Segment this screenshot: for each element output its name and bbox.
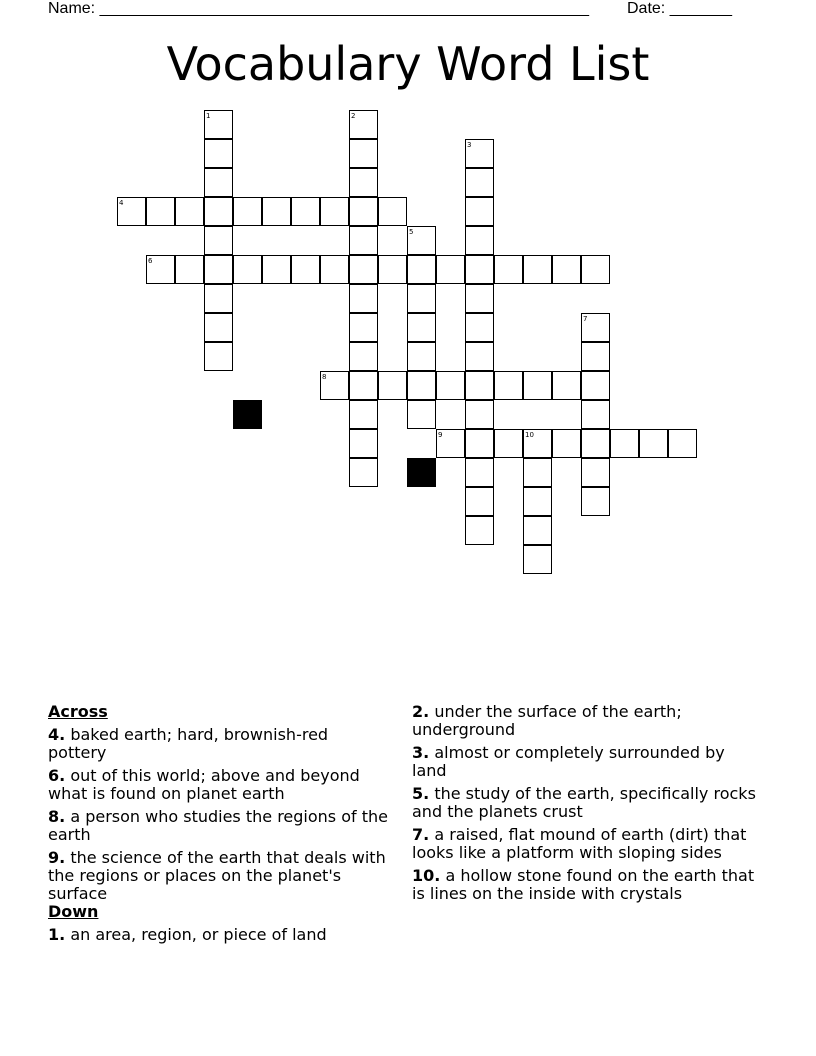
crossword-cell[interactable]	[581, 400, 610, 429]
crossword-cell[interactable]	[465, 487, 494, 516]
clue-number: 1.	[48, 925, 66, 944]
crossword-cell[interactable]	[581, 371, 610, 400]
crossword-cell[interactable]	[146, 197, 175, 226]
crossword-cell[interactable]	[436, 371, 465, 400]
clue-text: the study of the earth, specifically rocks and the planets crust	[412, 784, 756, 821]
crossword-cell[interactable]	[378, 197, 407, 226]
cell-number: 10	[525, 431, 534, 439]
crossword-cell[interactable]	[581, 429, 610, 458]
clue-across-9	[48, 849, 388, 903]
clue-text: under the surface of the earth; underground	[412, 702, 682, 739]
crossword-cell[interactable]	[465, 371, 494, 400]
cell-number: 9	[438, 431, 443, 439]
crossword-cell[interactable]	[465, 255, 494, 284]
crossword-cell[interactable]	[581, 458, 610, 487]
crossword-cell[interactable]	[523, 487, 552, 516]
crossword-cell[interactable]	[668, 429, 697, 458]
clue-down-3	[412, 744, 757, 780]
crossword-cell[interactable]	[407, 371, 436, 400]
cell-number: 7	[583, 315, 588, 323]
clue-down-2	[412, 703, 757, 739]
clue-across-4	[48, 726, 388, 762]
crossword-cell[interactable]	[523, 545, 552, 574]
crossword-cell[interactable]	[552, 255, 581, 284]
cell-number: 2	[351, 112, 356, 120]
crossword-cell[interactable]	[175, 255, 204, 284]
clue-number: 10.	[412, 866, 441, 885]
crossword-cell[interactable]	[407, 284, 436, 313]
crossword-cell[interactable]	[465, 226, 494, 255]
crossword-cell[interactable]	[320, 255, 349, 284]
clues-column-left	[48, 703, 388, 944]
crossword-cell[interactable]	[465, 342, 494, 371]
clue-number: 8.	[48, 807, 66, 826]
crossword-cell[interactable]	[552, 429, 581, 458]
crossword-cell[interactable]	[349, 197, 378, 226]
clue-text: a raised, flat mound of earth (dirt) that looks like a platform with sloping sides	[412, 825, 747, 862]
clue-text: almost or completely surrounded by land	[412, 743, 725, 780]
clue-across-8	[48, 808, 388, 844]
cell-number: 4	[119, 199, 124, 207]
crossword-cell[interactable]	[465, 197, 494, 226]
clue-text: the science of the earth that deals with the regions or places on the planet's surface	[48, 848, 386, 903]
crossword-cell[interactable]	[523, 255, 552, 284]
crossword-cell[interactable]	[465, 429, 494, 458]
crossword-cell[interactable]	[204, 313, 233, 342]
crossword-cell[interactable]	[204, 255, 233, 284]
crossword-cell[interactable]	[494, 429, 523, 458]
crossword-cell[interactable]	[581, 255, 610, 284]
crossword-cell[interactable]	[291, 197, 320, 226]
cell-number: 3	[467, 141, 472, 149]
crossword-cell[interactable]	[494, 371, 523, 400]
crossword-cell[interactable]	[233, 255, 262, 284]
crossword-cell[interactable]	[465, 458, 494, 487]
crossword-cell[interactable]	[407, 255, 436, 284]
crossword-cell[interactable]	[523, 458, 552, 487]
crossword-cell[interactable]	[349, 255, 378, 284]
crossword-cell[interactable]	[349, 226, 378, 255]
crossword-cell[interactable]	[378, 255, 407, 284]
clue-down-10	[412, 867, 757, 903]
crossword-cell[interactable]	[349, 313, 378, 342]
date-line: Date: _______	[627, 0, 732, 17]
down-heading: Down	[48, 902, 99, 921]
crossword-cell[interactable]	[465, 400, 494, 429]
black-square	[233, 400, 262, 429]
crossword-cell[interactable]	[639, 429, 668, 458]
clue-down-1	[48, 926, 388, 944]
clue-text: an area, region, or piece of land	[70, 925, 327, 944]
clue-number: 3.	[412, 743, 430, 762]
clue-down-7	[412, 826, 757, 862]
name-line: Name: _______________________________________________________	[48, 0, 589, 17]
crossword-cell[interactable]	[349, 429, 378, 458]
crossword-cell[interactable]	[581, 487, 610, 516]
clue-number: 9.	[48, 848, 66, 867]
crossword-cell[interactable]	[320, 197, 349, 226]
crossword-cell[interactable]	[175, 197, 204, 226]
crossword-cell[interactable]	[465, 168, 494, 197]
crossword-cell[interactable]	[407, 313, 436, 342]
crossword-cell[interactable]	[291, 255, 320, 284]
clue-number: 6.	[48, 766, 66, 785]
cell-number: 8	[322, 373, 327, 381]
crossword-cell[interactable]	[204, 226, 233, 255]
crossword-cell[interactable]	[465, 313, 494, 342]
across-heading: Across	[48, 702, 108, 721]
crossword-cell[interactable]	[349, 371, 378, 400]
black-square	[407, 458, 436, 487]
clue-number: 4.	[48, 725, 66, 744]
clue-text: baked earth; hard, brownish-red pottery	[48, 725, 329, 762]
crossword-cell[interactable]	[204, 139, 233, 168]
crossword-cell[interactable]	[204, 284, 233, 313]
crossword-cell[interactable]	[204, 197, 233, 226]
crossword-cell[interactable]	[552, 371, 581, 400]
clue-text: a hollow stone found on the earth that is lines on the inside with crystals	[412, 866, 755, 903]
crossword-cell[interactable]	[465, 284, 494, 313]
crossword-cell[interactable]	[349, 342, 378, 371]
cell-number: 5	[409, 228, 414, 236]
crossword-cell[interactable]	[465, 516, 494, 545]
cell-number: 6	[148, 257, 153, 265]
crossword-cell[interactable]	[349, 400, 378, 429]
crossword-cell[interactable]	[349, 284, 378, 313]
crossword-cell[interactable]	[610, 429, 639, 458]
crossword-cell[interactable]	[436, 255, 465, 284]
crossword-cell[interactable]	[262, 197, 291, 226]
crossword-cell[interactable]	[407, 400, 436, 429]
crossword-cell[interactable]	[204, 168, 233, 197]
clue-number: 7.	[412, 825, 430, 844]
clue-down-5	[412, 785, 757, 821]
clue-text: a person who studies the regions of the earth	[48, 807, 388, 844]
clue-text: out of this world; above and beyond what is found on planet earth	[48, 766, 360, 803]
crossword-cell[interactable]	[262, 255, 291, 284]
crossword-cell[interactable]	[349, 168, 378, 197]
crossword-cell[interactable]	[349, 139, 378, 168]
crossword-cell[interactable]	[378, 371, 407, 400]
clue-number: 5.	[412, 784, 430, 803]
crossword-cell[interactable]	[204, 342, 233, 371]
crossword-cell[interactable]	[407, 342, 436, 371]
clue-number: 2.	[412, 702, 430, 721]
crossword-cell[interactable]	[494, 255, 523, 284]
crossword-cell[interactable]	[581, 342, 610, 371]
crossword-cell[interactable]	[523, 371, 552, 400]
clues-column-right	[412, 703, 757, 903]
crossword-cell[interactable]	[523, 516, 552, 545]
page-title: Vocabulary Word List	[166, 37, 650, 91]
crossword-cell[interactable]	[349, 458, 378, 487]
cell-number: 1	[206, 112, 211, 120]
crossword-cell[interactable]	[233, 197, 262, 226]
clue-across-6	[48, 767, 388, 803]
